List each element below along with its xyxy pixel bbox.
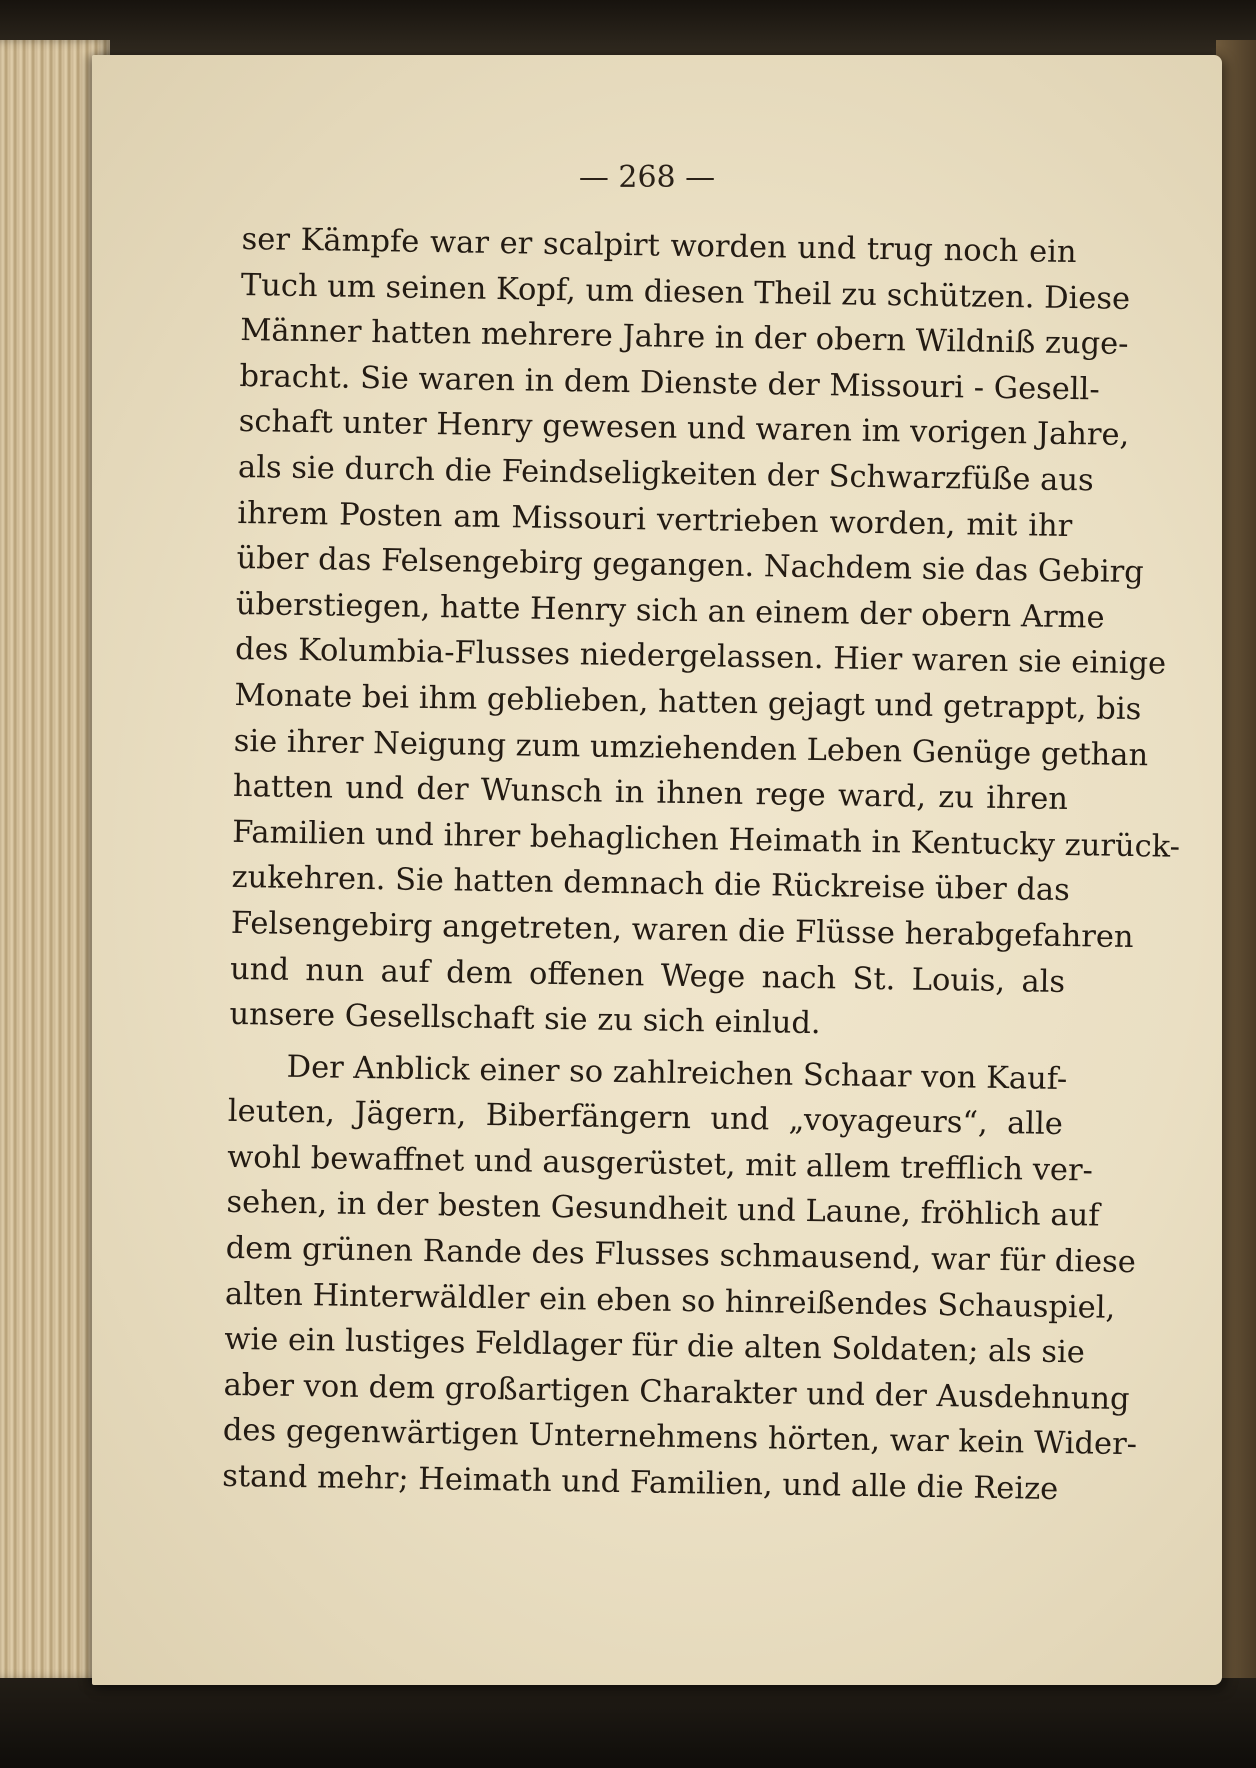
text-line: des Kolumbia-Flusses niedergelassen. Hier waren sie einige	[234, 632, 1167, 682]
text-line: wie ein lustiges Feldlager für die alten Soldaten; als sie	[224, 1322, 1086, 1371]
text-line: ihrem Posten am Missouri vertrieben worden, mit ihr	[237, 495, 1073, 544]
text-line: Tuch um seinen Kopf, um diesen Theil zu schützen. Diese	[240, 267, 1131, 317]
text-line: leuten, Jägern, Biberfängern und „voyageurs“, alle	[227, 1094, 1064, 1143]
text-line: ser Kämpfe war er scalpirt worden und trug noch ein	[241, 221, 1077, 271]
book-page	[92, 55, 1222, 1685]
text-line-paragraph-end: unsere Gesellschaft sie zu sich einlud.	[229, 996, 821, 1042]
text-line: schaft unter Henry gewesen und waren im vorigen Jahre,	[238, 404, 1130, 454]
text-line: Monate bei ihm geblieben, hatten gejagt und getrappt, bis	[234, 677, 1142, 728]
text-line: stand mehr; Heimath und Familien, und alle die Reize	[221, 1458, 1059, 1508]
text-line: Männer hatten mehrere Jahre in der obern Wildniß zuge-	[239, 313, 1129, 363]
text-line: überstiegen, hatte Henry sich an einem der obern Arme	[235, 586, 1105, 636]
right-cover-board	[1216, 40, 1256, 1680]
page-number: — 268 —	[578, 160, 716, 195]
text-line: über das Felsengebirg gegangen. Nachdem sie das Gebirg	[236, 541, 1144, 591]
text-line: aber von dem großartigen Charakter und der Ausdehnung	[223, 1367, 1130, 1417]
text-line: bracht. Sie waren in dem Dienste der Missouri - Gesell-	[239, 358, 1100, 408]
text-line: sehen, in der besten Gesundheit und Laune, fröhlich auf	[226, 1185, 1100, 1235]
text-line: alten Hinterwäldler ein eben so hinreißendes Schauspiel,	[224, 1276, 1116, 1326]
bottom-shadow	[0, 1678, 1256, 1768]
text-line: des gegenwärtigen Unternehmens hörten, war kein Wider-	[222, 1413, 1138, 1463]
text-line: dem grünen Rande des Flusses schmausend, war für diese	[225, 1230, 1137, 1281]
text-line: zukehren. Sie hatten demnach die Rückreise über das	[231, 860, 1071, 909]
text-line: und nun auf dem offenen Wege nach St. Louis, als	[229, 951, 1066, 1000]
text-line: als sie durch die Feindseligkeiten der Schwarzfüße aus	[237, 449, 1094, 499]
text-line: hatten und der Wunsch in ihnen rege ward, zu ihren	[232, 769, 1069, 818]
text-line: Felsengebirg angetreten, waren die Flüsse herabgefahren	[230, 905, 1134, 955]
text-line: sie ihrer Neigung zum umziehenden Leben Genüge gethan	[233, 723, 1149, 773]
text-line: Familien und ihrer behaglichen Heimath in Kentucky zurück-	[232, 814, 1181, 865]
page-body	[221, 217, 1181, 1513]
text-line-paragraph-start: Der Anblick einer so zahlreichen Schaar von Kauf-	[286, 1049, 1068, 1097]
text-line: wohl bewaffnet und ausgerüstet, mit allem trefflich ver-	[226, 1139, 1094, 1189]
top-shadow	[0, 0, 1256, 60]
